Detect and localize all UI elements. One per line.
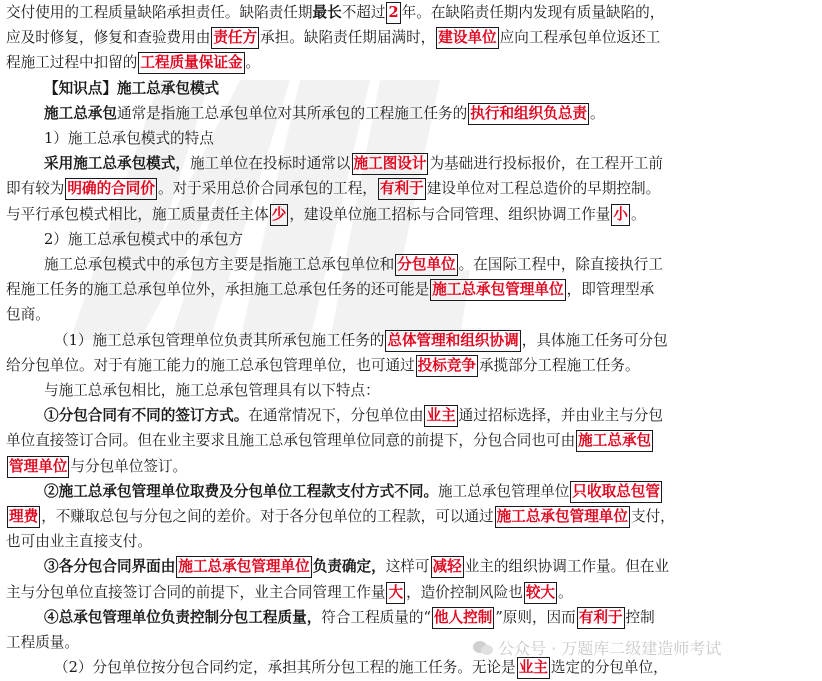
body-text: （1）施工总承包管理单位负责其所承包施工任务的: [54, 331, 385, 349]
highlighted-keyword: 投标竞争: [416, 355, 478, 377]
text-line: [6, 277, 818, 303]
bold-text: ②施工总承包管理单位取费及分包单位工程款支付方式不同。: [44, 482, 439, 500]
highlighted-keyword: 管理单位: [7, 456, 69, 478]
body-text: 符合工程质量的“: [321, 608, 431, 626]
body-text: 。: [590, 104, 605, 122]
text-line: [54, 655, 818, 681]
highlighted-keyword: 施工图设计: [352, 153, 429, 175]
highlighted-keyword: 总体管理和组织协调: [385, 330, 520, 352]
body-text: 不超过: [341, 4, 386, 21]
body-text: 单位直接签订合同。但在业主要求且施工总承包管理单位同意的前提下，分包合同也可由: [6, 432, 576, 450]
text-line: [6, 504, 818, 530]
body-text: 。对于采用总价合同承包的工程，: [157, 180, 377, 198]
body-text: 包商。: [6, 306, 50, 324]
text-line: [44, 101, 818, 127]
highlighted-keyword: 施工总承包管理单位: [495, 506, 630, 528]
body-text: 给分包单位。对于有施工能力的施工总承包管理单位，也可通过: [6, 356, 415, 374]
body-text: 施工总承包管理单位: [438, 482, 570, 500]
body-text: 与分包单位签订。: [70, 457, 188, 475]
body-text: ”原则，因而: [495, 608, 576, 626]
body-text: 通过招标选择，并由业主与分包: [458, 407, 663, 425]
body-text: 应及时修复，修复和查验费用由: [6, 29, 211, 47]
body-text: ，不赚取总包与分包之间的差价。对于各分包单位的工程款，可以通过: [41, 508, 494, 525]
text-line: [6, 202, 818, 228]
body-text: 施工总承包模式中的承包方主要是指施工总承包单位和: [44, 256, 395, 273]
text-line: [6, 50, 818, 76]
body-text: 交付使用的工程质量缺陷承担责任。缺陷责任期: [6, 4, 313, 21]
highlighted-keyword: 建设单位: [436, 27, 498, 49]
text-line: [6, 529, 818, 555]
body-text: 在通常情况下，分包单位由: [248, 407, 424, 425]
body-text: 2）施工总承包模式中的承包方: [44, 230, 244, 248]
text-line: [44, 605, 818, 631]
body-text: ，即管理型承: [566, 281, 655, 299]
body-text: ，造价控制风险也: [406, 583, 523, 601]
footer-watermark-text: 公众号 · 万题库二级建造师考试: [498, 639, 722, 658]
text-line: [6, 428, 818, 454]
bold-text: 负责确定，: [312, 558, 386, 576]
bold-text: 【知识点】施工总承包模式: [44, 79, 220, 97]
body-text: 承担。缺陷责任期届满时，: [260, 29, 436, 47]
body-text: 程施工任务的施工总承包单位外，承担施工总承包任务的还可能是: [6, 281, 430, 299]
body-text: 程施工过程中扣留的: [6, 54, 138, 72]
body-text: 建设单位对工程总造价的早期控制。: [426, 180, 661, 198]
highlighted-keyword: 业主: [424, 405, 457, 427]
highlighted-keyword: 他人控制: [432, 607, 494, 629]
body-text: 控制: [625, 608, 655, 626]
highlighted-keyword: 有利于: [577, 607, 625, 629]
body-text: 即有较为: [6, 180, 65, 198]
highlighted-keyword: 2: [386, 2, 400, 24]
text-line: [54, 328, 818, 354]
highlighted-keyword: 大: [386, 582, 405, 604]
highlighted-keyword: 施工总承包管理单位: [430, 279, 565, 301]
bold-text: ③各分包合同界面由: [44, 558, 176, 576]
body-text: 选定的分包单位，: [550, 659, 668, 677]
text-line: [44, 479, 818, 505]
body-text: ，建设单位施工招标与合同管理、组织协调工作量: [289, 205, 611, 223]
highlighted-keyword: 施工总承包管理单位: [176, 556, 311, 578]
body-text: 。: [558, 583, 573, 601]
body-text: 与施工总承包相比，施工总承包管理具有以下特点：: [44, 382, 380, 399]
bold-text: 采用施工总承包模式，: [44, 155, 190, 173]
footer-watermark: [472, 636, 721, 659]
body-text: （2）分包单位按分包合同约定，承担其所分包工程的施工任务。无论是: [54, 659, 516, 677]
body-text: 与平行承包模式相比，施工质量责任主体: [6, 205, 269, 223]
bold-text: ①分包合同有不同的签订方式。: [44, 407, 249, 425]
body-text: 。: [245, 54, 261, 72]
text-line: [44, 126, 818, 152]
highlighted-keyword: 明确的合同价: [65, 178, 157, 200]
body-text: 支付，: [630, 508, 675, 525]
body-text: 通常是指施工总承包单位对其所承包的工程施工任务的: [116, 104, 468, 122]
highlighted-keyword: 施工总承包: [576, 430, 653, 452]
text-line: [44, 403, 818, 429]
body-text: 。在国际工程中，除直接执行工: [458, 256, 663, 273]
body-text: 工程质量。: [6, 634, 79, 651]
highlighted-keyword: 业主: [517, 657, 550, 679]
text-line: [44, 378, 818, 404]
highlighted-keyword: 少: [270, 204, 289, 226]
body-text: 1）施工总承包模式的特点: [44, 130, 214, 147]
body-text: 年。在缺陷责任期内发现有质量缺陷的，: [401, 4, 665, 21]
text-line: [6, 302, 818, 328]
text-line: [6, 454, 818, 480]
highlighted-keyword: 责任方: [211, 27, 259, 49]
text-line: [44, 76, 818, 102]
body-text: ，具体施工任务可分包: [521, 331, 668, 349]
highlighted-keyword: 减轻: [431, 556, 464, 578]
text-line: [44, 252, 818, 278]
highlighted-keyword: 只收取总包管: [570, 481, 662, 503]
highlighted-keyword: 工程质量保证金: [138, 52, 244, 74]
bold-text: ④总承包管理单位负责控制分包工程质量，: [44, 608, 322, 626]
highlighted-keyword: 较大: [524, 582, 557, 604]
text-line: [44, 151, 818, 177]
text-line: [6, 176, 818, 202]
body-text: 应向工程承包单位返还工: [499, 29, 661, 47]
text-line: [6, 353, 818, 379]
highlighted-keyword: 分包单位: [395, 254, 457, 276]
bold-text: 施工总承包: [44, 104, 117, 122]
highlighted-keyword: 执行和组织负总责: [468, 103, 589, 125]
body-text: 主与分包单位直接签订合同的前提下，业主合同管理工作量: [6, 583, 386, 601]
text-line: [6, 0, 818, 26]
highlighted-keyword: 有利于: [378, 178, 426, 200]
text-line: [44, 554, 818, 580]
text-line: [6, 580, 818, 606]
body-text: 业主的组织协调工作量。但在业: [464, 558, 670, 576]
bold-text: 最长: [312, 4, 342, 21]
highlighted-keyword: 小: [611, 204, 630, 226]
body-text: 。: [631, 205, 646, 223]
text-line: [6, 25, 818, 51]
body-text: 施工单位在投标时通常以: [189, 155, 351, 173]
body-text: 为基础进行投标报价，在工程开工前: [429, 155, 663, 173]
body-text: 也可由业主直接支付。: [6, 533, 152, 551]
wechat-icon: [472, 640, 494, 656]
body-text: 这样可: [385, 558, 430, 576]
body-text: 承揽部分工程施工任务。: [479, 356, 640, 374]
text-line: [44, 227, 818, 253]
highlighted-keyword: 理费: [7, 506, 40, 528]
